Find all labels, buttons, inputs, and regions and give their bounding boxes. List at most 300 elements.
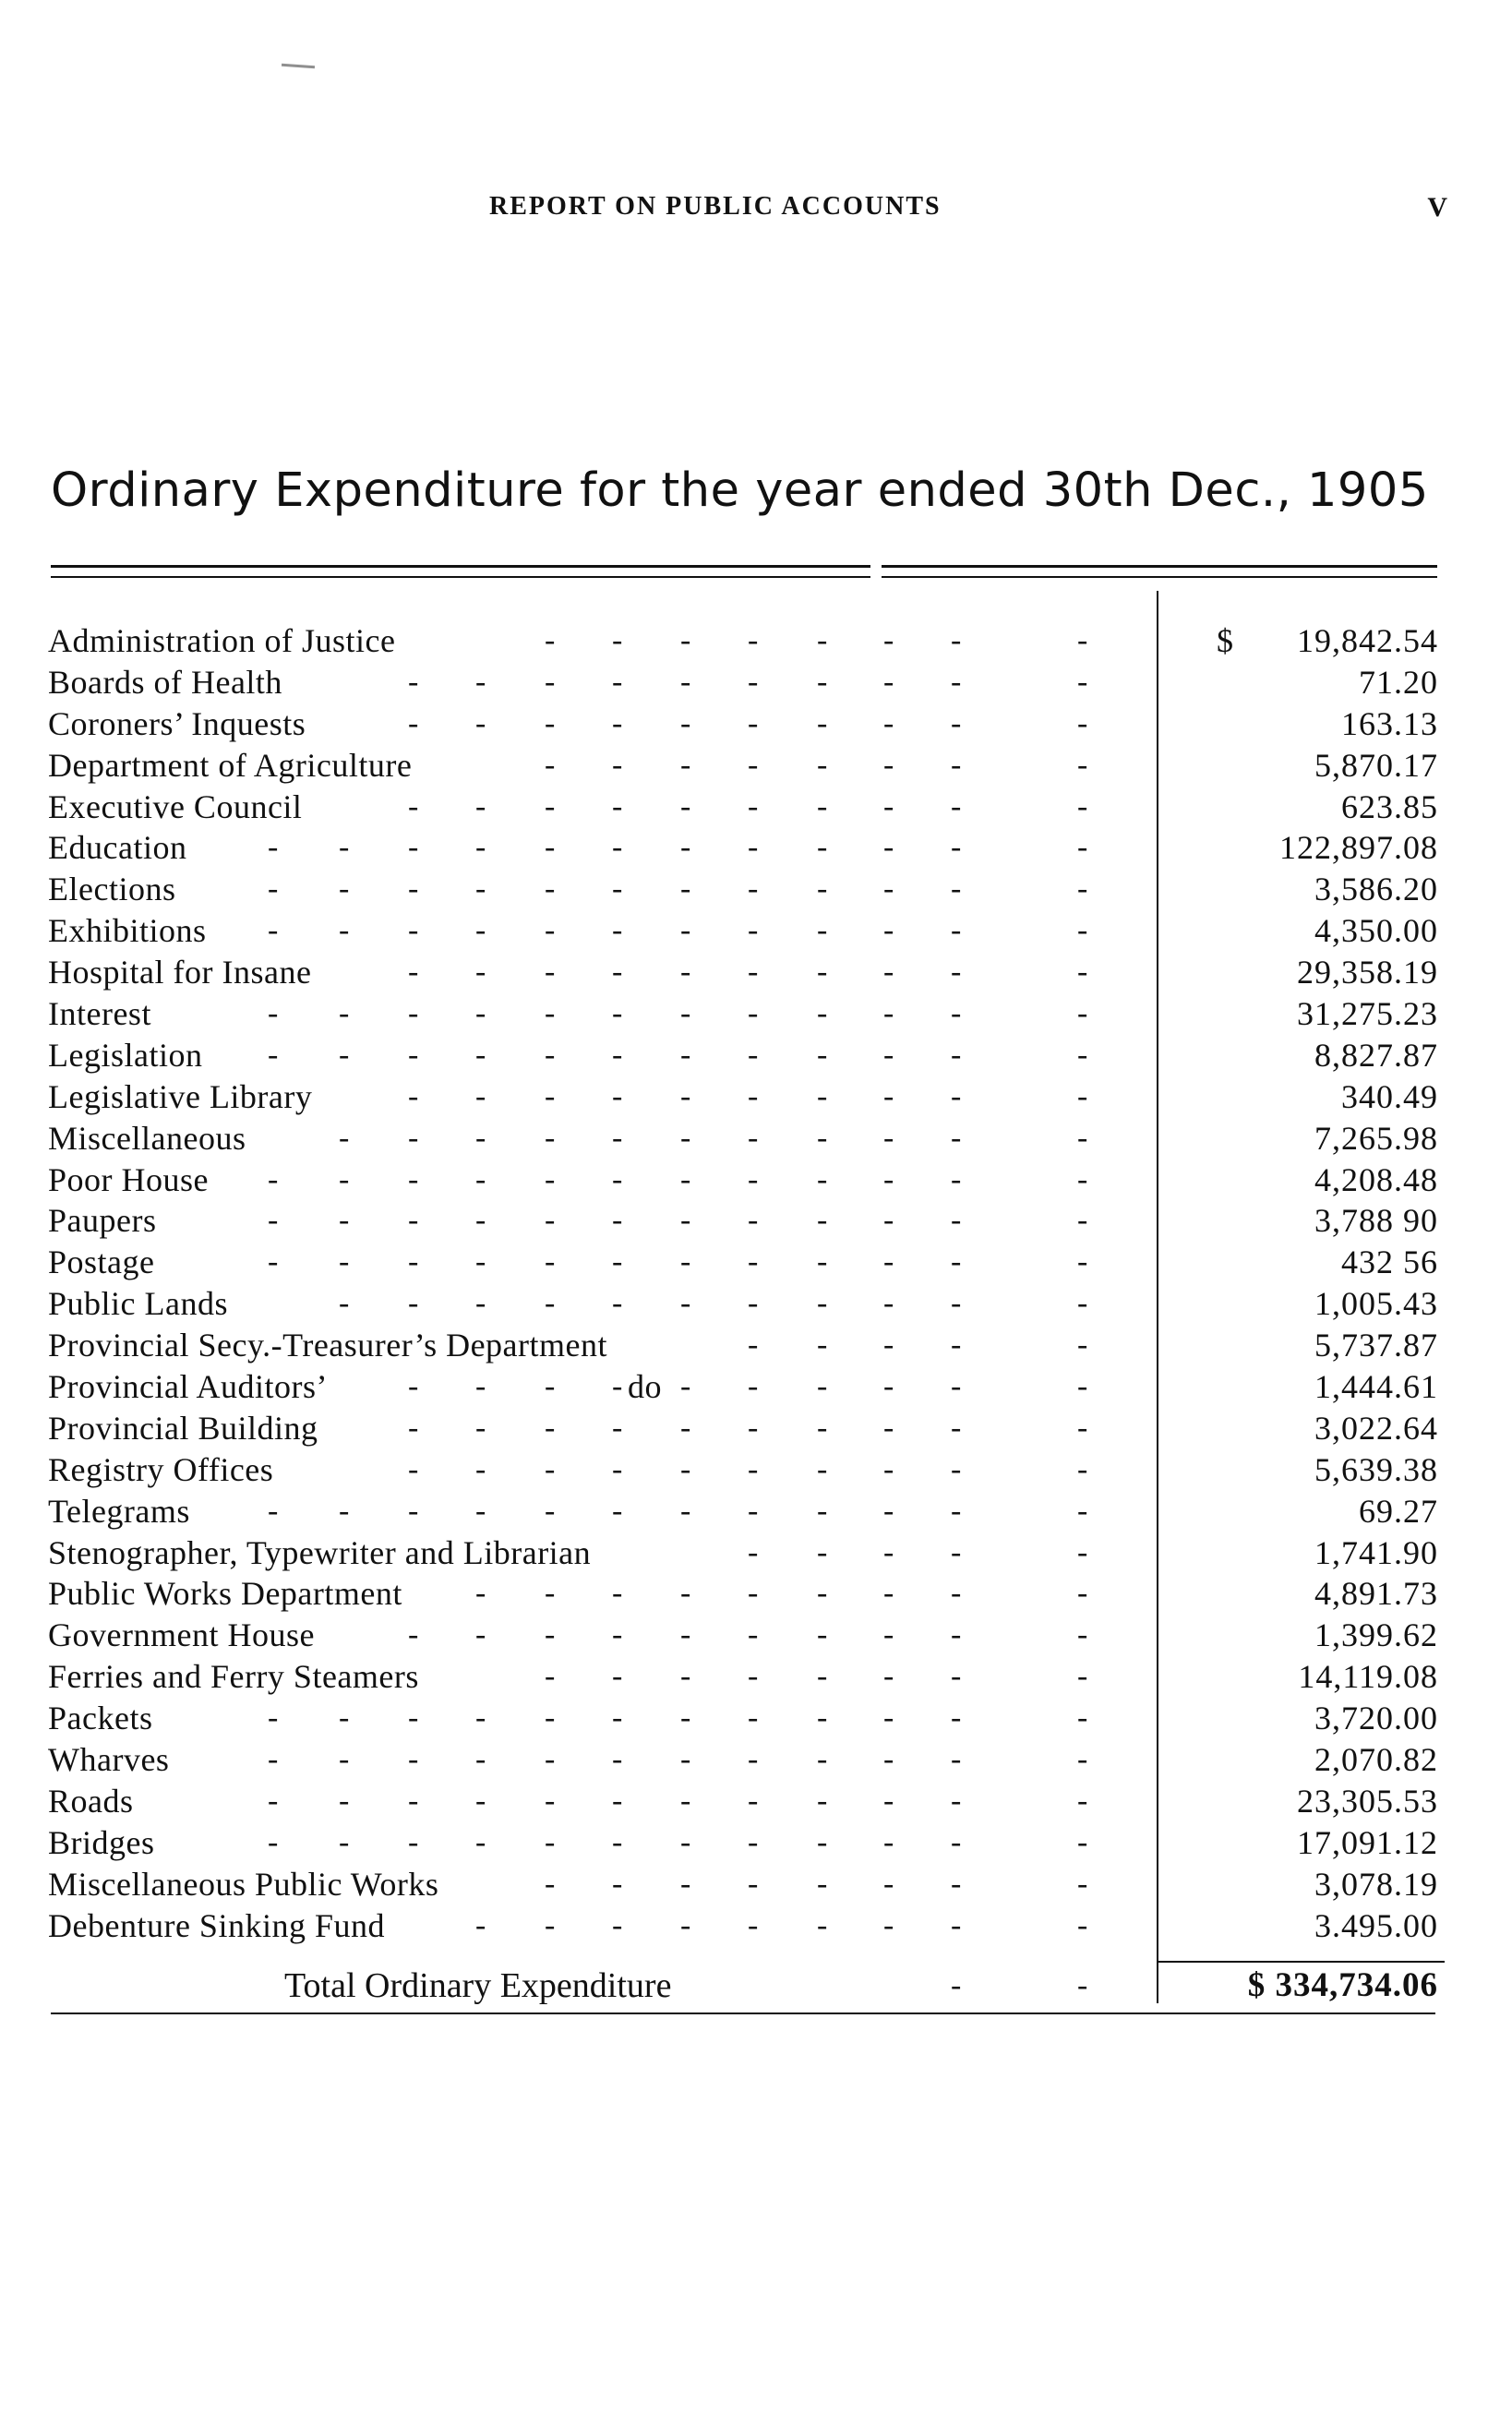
row-label: Ferries and Ferry Steamers <box>48 1658 419 1696</box>
leader-dash: - <box>951 664 962 699</box>
leader-dash: - <box>817 1410 828 1445</box>
table-row <box>0 1739 1512 1781</box>
leader-dash: - <box>817 1120 828 1155</box>
leader-dash: - <box>748 1824 759 1859</box>
row-amount: 1,741.90 <box>1314 1533 1438 1571</box>
leader-dash: - <box>817 1824 828 1859</box>
row-label: Poor House <box>48 1160 209 1198</box>
leader-dash: - <box>748 1617 759 1652</box>
leader-dash: - <box>951 705 962 740</box>
leader-dash: - <box>680 1659 691 1694</box>
row-label: Interest <box>48 995 151 1033</box>
table-row <box>0 1615 1512 1656</box>
leader-dash: - <box>612 1078 623 1113</box>
leader-dash: - <box>817 1783 828 1818</box>
leader-dash: - <box>1077 1161 1088 1196</box>
leader-dash: - <box>951 955 962 990</box>
total-amount: $ 334,734.06 <box>1247 1966 1438 2004</box>
leader-dash: - <box>475 1037 486 1072</box>
leader-dash: - <box>339 1783 350 1818</box>
row-amount: 31,275.23 <box>1297 995 1438 1033</box>
leader-dash: - <box>817 1203 828 1238</box>
leader-dash: - <box>1077 1493 1088 1528</box>
leader-dash: - <box>545 1369 556 1404</box>
leader-dash: - <box>817 1451 828 1486</box>
leader-dash: - <box>545 747 556 782</box>
leader-dash: - <box>883 871 894 907</box>
leader-dash: - <box>951 1968 962 2002</box>
leader-dash: - <box>680 1369 691 1404</box>
leader-dash: - <box>951 1161 962 1196</box>
leader-dash: - <box>817 1534 828 1569</box>
leader-dash: - <box>339 913 350 948</box>
leader-dash: - <box>612 1659 623 1694</box>
leader-dash: - <box>475 1907 486 1942</box>
leader-dash: - <box>545 705 556 740</box>
leader-dash: - <box>268 1783 279 1818</box>
leader-dash: - <box>475 1576 486 1611</box>
leader-dash: - <box>817 747 828 782</box>
leader-dash: - <box>1077 1576 1088 1611</box>
running-header <box>0 192 1512 229</box>
leader-dash: - <box>817 1866 828 1901</box>
table-row <box>0 827 1512 869</box>
leader-dash: - <box>475 1078 486 1113</box>
table-row <box>0 1449 1512 1491</box>
leader-dash: - <box>475 664 486 699</box>
leader-dash: - <box>475 1700 486 1736</box>
leader-dash: - <box>817 1659 828 1694</box>
leader-dash: - <box>951 1659 962 1694</box>
row-amount: 5,737.87 <box>1314 1327 1438 1364</box>
leader-dash: - <box>817 1617 828 1652</box>
leader-dash: - <box>339 1037 350 1072</box>
row-amount: 5,870.17 <box>1314 746 1438 784</box>
leader-dash: - <box>951 1907 962 1942</box>
leader-dash: - <box>951 1617 962 1652</box>
row-label: Hospital for Insane <box>48 954 312 991</box>
leader-dash: - <box>408 1410 419 1445</box>
leader-dash: - <box>1077 1824 1088 1859</box>
leader-dash: - <box>475 1203 486 1238</box>
leader-dash: - <box>1077 1700 1088 1736</box>
leader-dash: - <box>883 1369 894 1404</box>
leader-dash: - <box>817 1161 828 1196</box>
leader-dash: - <box>475 1244 486 1280</box>
leader-dash: - <box>748 1203 759 1238</box>
leader-dash: - <box>545 1866 556 1901</box>
leader-dash: - <box>748 1120 759 1155</box>
leader-dash: - <box>680 1244 691 1280</box>
leader-dash: - <box>475 788 486 823</box>
table-row <box>0 1905 1512 1947</box>
table-row <box>0 1200 1512 1242</box>
row-amount: 2,070.82 <box>1314 1741 1438 1779</box>
leader-dash: - <box>408 1078 419 1113</box>
leader-dash: - <box>883 788 894 823</box>
leader-dash: - <box>545 1700 556 1736</box>
leader-dash: - <box>408 955 419 990</box>
leader-dash: - <box>612 830 623 865</box>
leader-dash: - <box>408 1493 419 1528</box>
leader-dash: - <box>748 1451 759 1486</box>
leader-dash: - <box>612 1203 623 1238</box>
table-row <box>0 1781 1512 1822</box>
leader-dash: - <box>612 1907 623 1942</box>
leader-dash: - <box>951 1742 962 1777</box>
leader-dash: - <box>408 1617 419 1652</box>
leader-dash: - <box>883 1203 894 1238</box>
dash-leader <box>0 1698 1145 1738</box>
dash-leader <box>0 993 1145 1034</box>
ditto-mark: do <box>628 1368 662 1406</box>
row-amount: 122,897.08 <box>1279 829 1438 867</box>
leader-dash: - <box>339 1493 350 1528</box>
table-row <box>0 993 1512 1035</box>
leader-dash: - <box>883 623 894 657</box>
leader-dash: - <box>883 1907 894 1942</box>
leader-dash: - <box>612 1410 623 1445</box>
total-row <box>0 1964 1512 2007</box>
leader-dash: - <box>1077 705 1088 740</box>
row-label: Coroners’ Inquests <box>48 704 306 742</box>
table-row <box>0 1491 1512 1532</box>
table-row <box>0 910 1512 952</box>
leader-dash: - <box>748 1659 759 1694</box>
leader-dash: - <box>817 1244 828 1280</box>
row-label: Registry Offices <box>48 1450 274 1488</box>
row-amount: 1,399.62 <box>1314 1616 1438 1654</box>
leader-dash: - <box>268 1824 279 1859</box>
leader-dash: - <box>748 871 759 907</box>
leader-dash: - <box>545 830 556 865</box>
row-amount: 19,842.54 <box>1297 622 1438 659</box>
leader-dash: - <box>748 1742 759 1777</box>
row-label: Miscellaneous <box>48 1119 246 1157</box>
leader-dash: - <box>1077 788 1088 823</box>
leader-dash: - <box>680 1120 691 1155</box>
leader-dash: - <box>951 1203 962 1238</box>
leader-dash: - <box>408 705 419 740</box>
leader-dash: - <box>408 1037 419 1072</box>
leader-dash: - <box>883 1824 894 1859</box>
leader-dash: - <box>612 1037 623 1072</box>
leader-dash: - <box>951 996 962 1031</box>
leader-dash: - <box>408 1700 419 1736</box>
leader-dash: - <box>951 871 962 907</box>
leader-dash: - <box>951 623 962 657</box>
leader-dash: - <box>817 913 828 948</box>
table-row <box>0 703 1512 745</box>
leader-dash: - <box>680 788 691 823</box>
leader-dash: - <box>1077 996 1088 1031</box>
leader-dash: - <box>612 955 623 990</box>
leader-dash: - <box>680 1493 691 1528</box>
leader-dash: - <box>1077 1328 1088 1363</box>
leader-dash: - <box>545 1783 556 1818</box>
dash-leader <box>0 1739 1145 1780</box>
row-label: Paupers <box>48 1202 157 1240</box>
leader-dash: - <box>883 1410 894 1445</box>
row-amount: 17,091.12 <box>1297 1823 1438 1861</box>
leader-dash: - <box>748 1907 759 1942</box>
leader-dash: - <box>748 664 759 699</box>
leader-dash: - <box>951 1037 962 1072</box>
row-label: Legislation <box>48 1036 203 1074</box>
row-label: Provincial Building <box>48 1409 318 1447</box>
leader-dash: - <box>680 1866 691 1901</box>
leader-dash: - <box>1077 664 1088 699</box>
leader-dash: - <box>408 1451 419 1486</box>
leader-dash: - <box>1077 1907 1088 1942</box>
leader-dash: - <box>680 1451 691 1486</box>
leader-dash: - <box>475 830 486 865</box>
leader-dash: - <box>817 788 828 823</box>
leader-dash: - <box>268 1037 279 1072</box>
leader-dash: - <box>612 664 623 699</box>
leader-dash: - <box>680 1203 691 1238</box>
row-amount: 3,788 90 <box>1314 1202 1438 1240</box>
leader-dash: - <box>1077 1244 1088 1280</box>
leader-dash: - <box>748 1328 759 1363</box>
leader-dash: - <box>268 1493 279 1528</box>
leader-dash: - <box>1077 871 1088 907</box>
leader-dash: - <box>883 664 894 699</box>
row-label: Miscellaneous Public Works <box>48 1865 439 1903</box>
leader-dash: - <box>612 996 623 1031</box>
row-label: Education <box>48 829 187 867</box>
leader-dash: - <box>408 1161 419 1196</box>
leader-dash: - <box>339 1824 350 1859</box>
table-row <box>0 1118 1512 1159</box>
leader-dash: - <box>1077 1617 1088 1652</box>
leader-dash: - <box>339 1742 350 1777</box>
leader-dash: - <box>545 955 556 990</box>
leader-dash: - <box>408 1203 419 1238</box>
leader-dash: - <box>883 1493 894 1528</box>
leader-dash: - <box>883 955 894 990</box>
leader-dash: - <box>408 1286 419 1321</box>
leader-dash: - <box>612 1286 623 1321</box>
leader-dash: - <box>545 1203 556 1238</box>
table-row <box>0 1822 1512 1864</box>
leader-dash: - <box>883 1286 894 1321</box>
leader-dash: - <box>883 1866 894 1901</box>
leader-dash: - <box>475 1369 486 1404</box>
leader-dash: - <box>268 830 279 865</box>
leader-dash: - <box>817 830 828 865</box>
leader-dash: - <box>612 623 623 657</box>
leader-dash: - <box>883 1328 894 1363</box>
leader-dash: - <box>883 1078 894 1113</box>
leader-dash: - <box>612 1369 623 1404</box>
table-row <box>0 1076 1512 1118</box>
row-label: Executive Council <box>48 787 303 825</box>
leader-dash: - <box>883 1534 894 1569</box>
leader-dash: - <box>951 788 962 823</box>
leader-dash: - <box>680 1617 691 1652</box>
leader-dash: - <box>612 1576 623 1611</box>
leader-dash: - <box>339 830 350 865</box>
total-label: Total Ordinary Expenditure <box>284 1966 672 2005</box>
leader-dash: - <box>1077 623 1088 657</box>
row-amount: 7,265.98 <box>1314 1119 1438 1157</box>
page-number: V <box>1427 192 1447 222</box>
row-label: Telegrams <box>48 1492 190 1530</box>
table-row <box>0 1532 1512 1574</box>
leader-dash: - <box>748 1866 759 1901</box>
leader-dash: - <box>268 1244 279 1280</box>
leader-dash: - <box>951 1576 962 1611</box>
leader-dash: - <box>268 1203 279 1238</box>
leader-dash: - <box>951 1078 962 1113</box>
leader-dash: - <box>408 788 419 823</box>
row-label: Administration of Justice <box>48 622 396 659</box>
leader-dash: - <box>268 996 279 1031</box>
leader-dash: - <box>408 1824 419 1859</box>
leader-dash: - <box>475 955 486 990</box>
leader-dash: - <box>680 1783 691 1818</box>
leader-dash: - <box>339 1120 350 1155</box>
leader-dash: - <box>545 1907 556 1942</box>
leader-dash: - <box>817 955 828 990</box>
leader-dash: - <box>475 1493 486 1528</box>
leader-dash: - <box>545 1244 556 1280</box>
leader-dash: - <box>612 788 623 823</box>
paper-speck <box>282 64 315 69</box>
leader-dash: - <box>612 1120 623 1155</box>
leader-dash: - <box>268 1700 279 1736</box>
leader-dash: - <box>268 1161 279 1196</box>
dollar-sign: $ <box>1217 622 1233 659</box>
leader-dash: - <box>612 913 623 948</box>
leader-dash: - <box>408 830 419 865</box>
row-label: Packets <box>48 1700 153 1737</box>
leader-dash: - <box>339 996 350 1031</box>
leader-dash: - <box>612 1161 623 1196</box>
leader-dash: - <box>475 1451 486 1486</box>
row-amount: 3,078.19 <box>1314 1865 1438 1903</box>
leader-dash: - <box>951 1286 962 1321</box>
table-row <box>0 1325 1512 1366</box>
table-row <box>0 1242 1512 1283</box>
leader-dash: - <box>817 1328 828 1363</box>
row-amount: 8,827.87 <box>1314 1036 1438 1074</box>
table-row <box>0 1035 1512 1076</box>
leader-dash: - <box>680 996 691 1031</box>
leader-dash: - <box>817 623 828 657</box>
leader-dash: - <box>339 1286 350 1321</box>
leader-dash: - <box>545 996 556 1031</box>
leader-dash: - <box>883 1120 894 1155</box>
leader-dash: - <box>1077 913 1088 948</box>
leader-dash: - <box>680 1742 691 1777</box>
leader-dash: - <box>545 913 556 948</box>
leader-dash: - <box>883 1700 894 1736</box>
leader-dash: - <box>545 788 556 823</box>
leader-dash: - <box>475 1617 486 1652</box>
table-row <box>0 620 1512 662</box>
leader-dash: - <box>545 1078 556 1113</box>
leader-dash: - <box>680 747 691 782</box>
leader-dash: - <box>951 1824 962 1859</box>
leader-dash: - <box>883 830 894 865</box>
leader-dash: - <box>748 1410 759 1445</box>
table-row <box>0 787 1512 828</box>
leader-dash: - <box>951 1451 962 1486</box>
leader-dash: - <box>951 1783 962 1818</box>
leader-dash: - <box>748 830 759 865</box>
leader-dash: - <box>680 1078 691 1113</box>
leader-dash: - <box>339 871 350 907</box>
row-amount: 4,208.48 <box>1314 1160 1438 1198</box>
leader-dash: - <box>883 1161 894 1196</box>
row-label: Wharves <box>48 1741 170 1779</box>
leader-dash: - <box>951 1369 962 1404</box>
leader-dash: - <box>475 705 486 740</box>
leader-dash: - <box>545 1410 556 1445</box>
leader-dash: - <box>680 1286 691 1321</box>
leader-dash: - <box>408 1783 419 1818</box>
row-amount: 163.13 <box>1341 704 1438 742</box>
leader-dash: - <box>1077 830 1088 865</box>
page-title: Ordinary Expenditure for the year ended 30th Dec., 1905 <box>51 463 1429 518</box>
row-amount: 29,358.19 <box>1297 954 1438 991</box>
leader-dash: - <box>680 871 691 907</box>
leader-dash: - <box>408 1369 419 1404</box>
table-row <box>0 1698 1512 1739</box>
leader-dash: - <box>1077 1037 1088 1072</box>
leader-dash: - <box>1077 1120 1088 1155</box>
table-row <box>0 1159 1512 1201</box>
table-row <box>0 745 1512 787</box>
leader-dash: - <box>545 623 556 657</box>
leader-dash: - <box>951 1120 962 1155</box>
leader-dash: - <box>817 1742 828 1777</box>
leader-dash: - <box>1077 747 1088 782</box>
table-row <box>0 1573 1512 1615</box>
leader-dash: - <box>680 1824 691 1859</box>
row-label: Postage <box>48 1244 155 1281</box>
leader-dash: - <box>680 664 691 699</box>
row-label: Provincial Secy.-Treasurer’s Department <box>48 1327 608 1364</box>
leader-dash: - <box>612 1493 623 1528</box>
table-row <box>0 662 1512 703</box>
row-label: Department of Agriculture <box>48 746 413 784</box>
leader-dash: - <box>748 1534 759 1569</box>
leader-dash: - <box>475 1783 486 1818</box>
table-row <box>0 1864 1512 1905</box>
leader-dash: - <box>612 1451 623 1486</box>
leader-dash: - <box>883 1742 894 1777</box>
leader-dash: - <box>680 623 691 657</box>
leader-dash: - <box>545 1037 556 1072</box>
leader-dash: - <box>339 1244 350 1280</box>
leader-dash: - <box>545 1824 556 1859</box>
leader-dash: - <box>1077 1369 1088 1404</box>
table-row <box>0 1283 1512 1325</box>
row-amount: 623.85 <box>1341 787 1438 825</box>
table-row <box>0 952 1512 993</box>
leader-dash: - <box>817 871 828 907</box>
leader-dash: - <box>1077 1866 1088 1901</box>
leader-dash: - <box>748 1576 759 1611</box>
leader-dash: - <box>612 1617 623 1652</box>
leader-dash: - <box>817 1037 828 1072</box>
leader-dash: - <box>951 747 962 782</box>
expenditure-table <box>0 620 1512 1947</box>
leader-dash: - <box>1077 1286 1088 1321</box>
